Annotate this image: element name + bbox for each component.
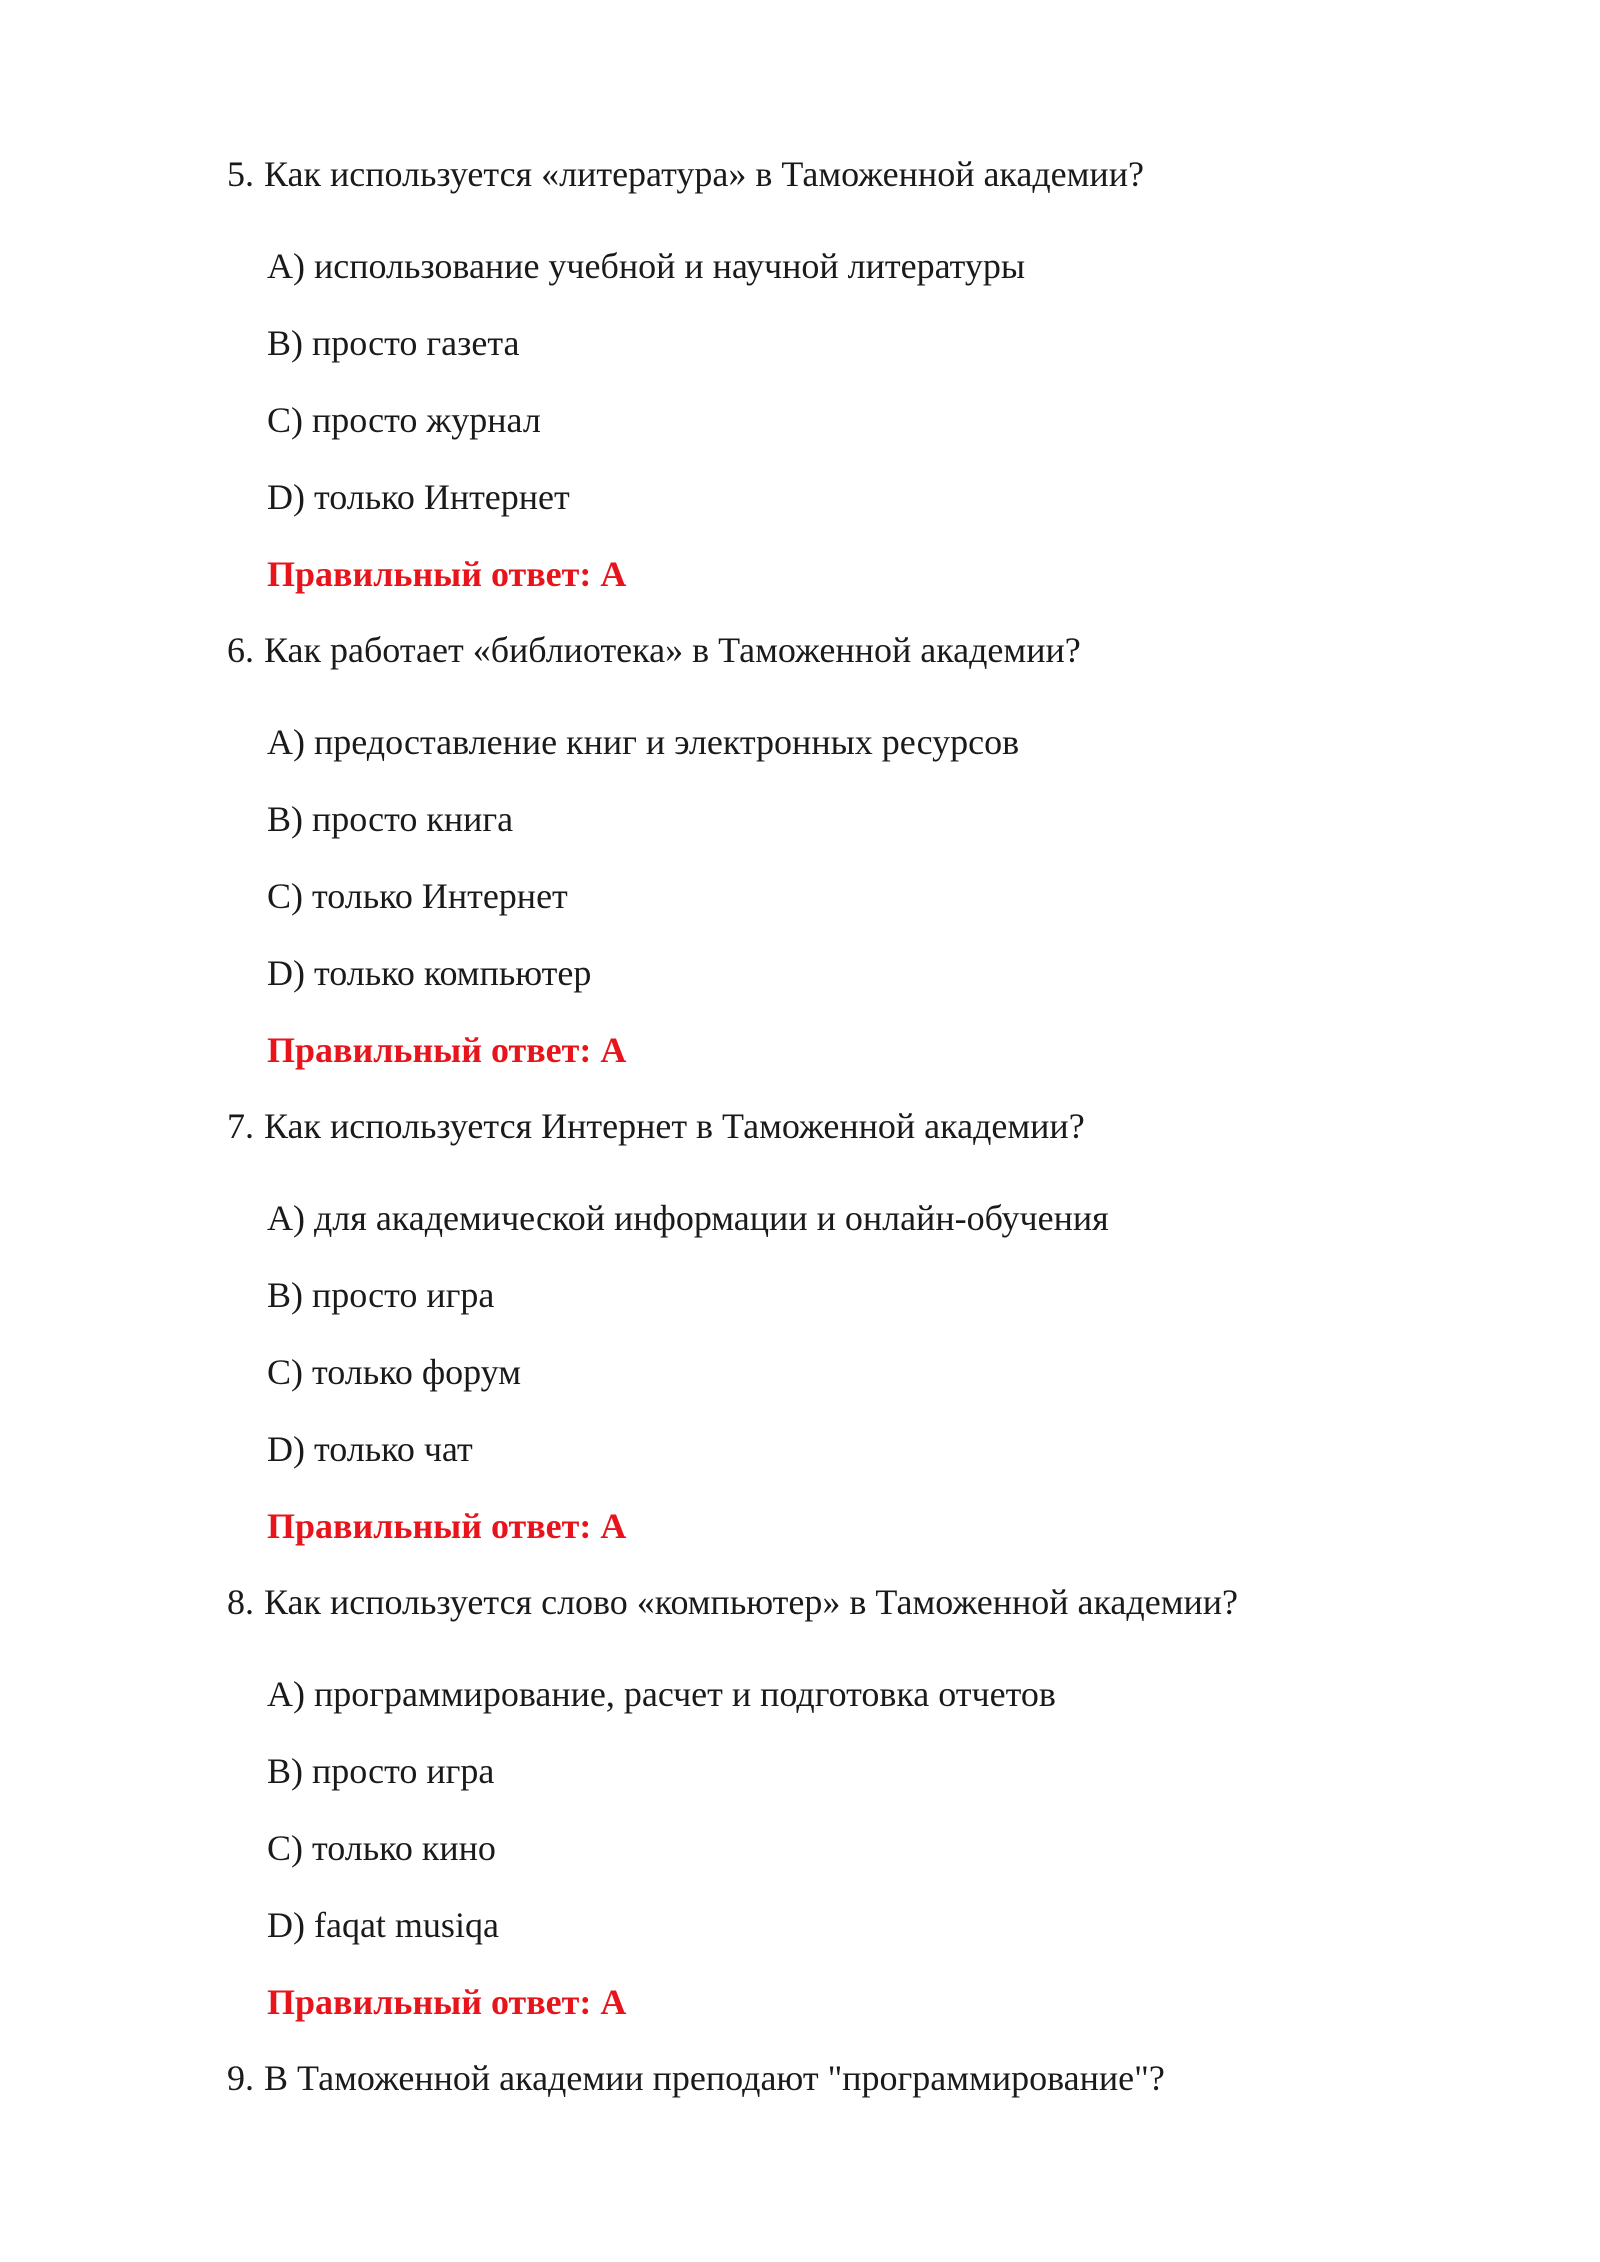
option-a: A) использование учебной и научной литературы bbox=[267, 246, 1026, 286]
question-text: В Таможенной академии преподают "программирование"? bbox=[264, 2058, 1165, 2098]
option-c: C) только кино bbox=[267, 1828, 496, 1868]
option-a: A) для академической информации и онлайн-обучения bbox=[267, 1198, 1109, 1238]
option-d: D) только Интернет bbox=[267, 477, 570, 517]
correct-answer: Правильный ответ: A bbox=[267, 554, 627, 594]
option-c: C) только Интернет bbox=[267, 876, 568, 916]
correct-answer: Правильный ответ: A bbox=[267, 1030, 627, 1070]
quiz-list bbox=[227, 148, 1407, 2144]
question-text: Как используется слово «компьютер» в Таможенной академии? bbox=[264, 1582, 1238, 1622]
question-heading bbox=[227, 1100, 1407, 1152]
option-d: D) только компьютер bbox=[267, 953, 592, 993]
option-a: A) программирование, расчет и подготовка отчетов bbox=[267, 1674, 1056, 1714]
option-d: D) faqat musiqa bbox=[267, 1905, 499, 1945]
option-b: B) просто книга bbox=[267, 799, 514, 839]
option-b: B) просто газета bbox=[267, 323, 520, 363]
question-number: 6. bbox=[227, 630, 254, 670]
option-c: C) только форум bbox=[267, 1352, 521, 1392]
option-list bbox=[267, 1668, 1407, 1951]
question-text: Как используется Интернет в Таможенной академии? bbox=[264, 1106, 1085, 1146]
question-block bbox=[227, 624, 1407, 1076]
option-b: B) просто игра bbox=[267, 1751, 495, 1791]
option-d: D) только чат bbox=[267, 1429, 473, 1469]
option-list bbox=[267, 716, 1407, 999]
question-block bbox=[227, 148, 1407, 600]
option-b: B) просто игра bbox=[267, 1275, 495, 1315]
option-a: A) предоставление книг и электронных ресурсов bbox=[267, 722, 1020, 762]
question-text: Как работает «библиотека» в Таможенной академии? bbox=[264, 630, 1081, 670]
question-heading bbox=[227, 148, 1407, 200]
correct-answer: Правильный ответ: A bbox=[267, 1506, 627, 1546]
correct-answer: Правильный ответ: A bbox=[267, 1982, 627, 2022]
question-block bbox=[227, 1576, 1407, 2028]
question-block bbox=[227, 1100, 1407, 1552]
question-text: Как используется «литература» в Таможенной академии? bbox=[264, 154, 1144, 194]
option-c: C) просто журнал bbox=[267, 400, 541, 440]
question-number: 9. bbox=[227, 2058, 254, 2098]
question-heading bbox=[227, 1576, 1407, 1628]
question-heading bbox=[227, 624, 1407, 676]
question-number: 7. bbox=[227, 1106, 254, 1146]
question-block bbox=[227, 2052, 1407, 2104]
question-number: 8. bbox=[227, 1582, 254, 1622]
question-number: 5. bbox=[227, 154, 254, 194]
question-heading bbox=[227, 2052, 1407, 2104]
option-list bbox=[267, 1192, 1407, 1475]
option-list bbox=[267, 240, 1407, 523]
